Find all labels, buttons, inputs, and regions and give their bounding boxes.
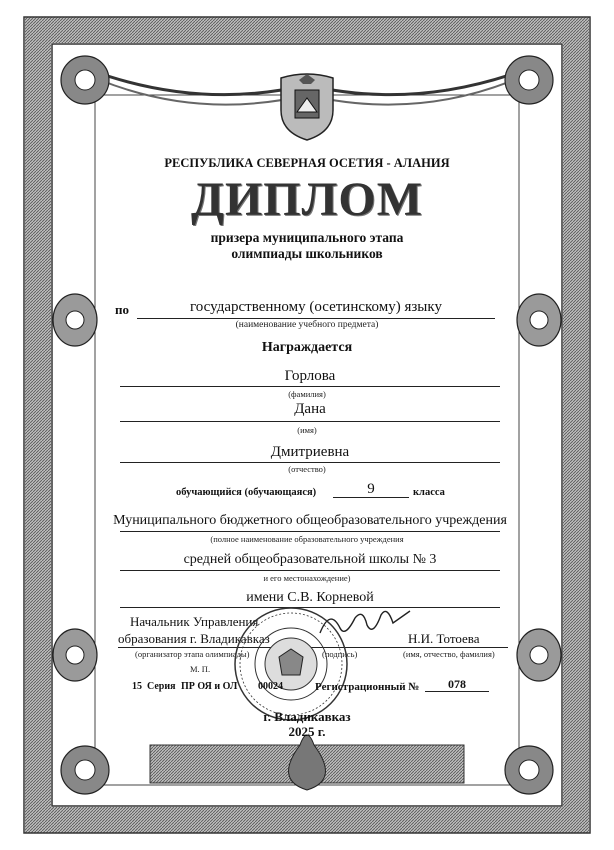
series-number: 15 <box>132 681 142 692</box>
subtitle-line-2: олимпиады школьников <box>231 246 383 261</box>
signatory-caption: (имя, отчество, фамилия) <box>403 649 495 659</box>
organizer-line-2: образования г. Владикавказ <box>118 631 270 646</box>
stamp-place-label: М. П. <box>190 664 211 674</box>
city-label: г. Владикавказ <box>263 709 351 724</box>
school-caption-2: и его местонахождение) <box>263 573 351 583</box>
awarded-label: Награждается <box>261 340 353 355</box>
school-line-2: средней общеобразовательной школы № 3 <box>183 552 437 567</box>
diploma-title: ДИПЛОМ <box>190 173 424 226</box>
subject-prefix: по <box>115 302 129 317</box>
series-label: Серия <box>147 681 176 692</box>
school-caption-1: (полное наименование образовательного учреждения <box>210 534 404 544</box>
registration-underline <box>425 691 489 692</box>
subject-value: государственному (осетинскому) языку <box>190 299 442 315</box>
registration-number: 078 <box>448 677 466 691</box>
official-stamp-icon <box>232 605 350 723</box>
surname-caption: (фамилия) <box>288 389 326 399</box>
name-line <box>120 421 500 422</box>
patronymic-line <box>120 462 500 463</box>
name-caption: (имя) <box>297 425 317 435</box>
school-line-3: имени С.В. Корневой <box>246 590 374 605</box>
subject-caption: (наименование учебного предмета) <box>235 320 379 330</box>
school-line-1: Муниципального бюджетного общеобразовательного учреждения <box>113 513 507 528</box>
grade-line <box>333 497 409 498</box>
grade-label: обучающийся (обучающаяся) <box>176 487 317 498</box>
year-label: 2025 г. <box>288 724 326 739</box>
grade-value: 9 <box>367 481 375 497</box>
coat-of-arms-icon <box>271 70 343 142</box>
registration-label: Регистрационный № <box>315 681 420 693</box>
patronymic-value: Дмитриевна <box>270 444 350 460</box>
organizer-line-1: Начальник Управления <box>130 614 259 629</box>
signatory-name: Н.И. Тотоева <box>408 631 480 646</box>
subject-line <box>137 318 495 319</box>
grade-suffix: класса <box>413 487 445 498</box>
series-code: 00024 <box>258 681 283 692</box>
republic-title: РЕСПУБЛИКА СЕВЕРНАЯ ОСЕТИЯ - АЛАНИЯ <box>164 156 450 170</box>
school-underline-1 <box>120 531 500 532</box>
signature-caption: (подпись) <box>322 649 358 659</box>
series-value: ПР ОЯ и ОЛ <box>181 681 238 692</box>
school-underline-2 <box>120 570 500 571</box>
organizer-caption: (организатор этапа олимпиады) <box>135 649 250 659</box>
surname-line <box>120 386 500 387</box>
subtitle-line-1: призера муниципального этапа <box>210 230 404 245</box>
patronymic-caption: (отчество) <box>288 464 326 474</box>
surname-value: Горлова <box>284 368 336 384</box>
name-value: Дана <box>294 401 326 417</box>
